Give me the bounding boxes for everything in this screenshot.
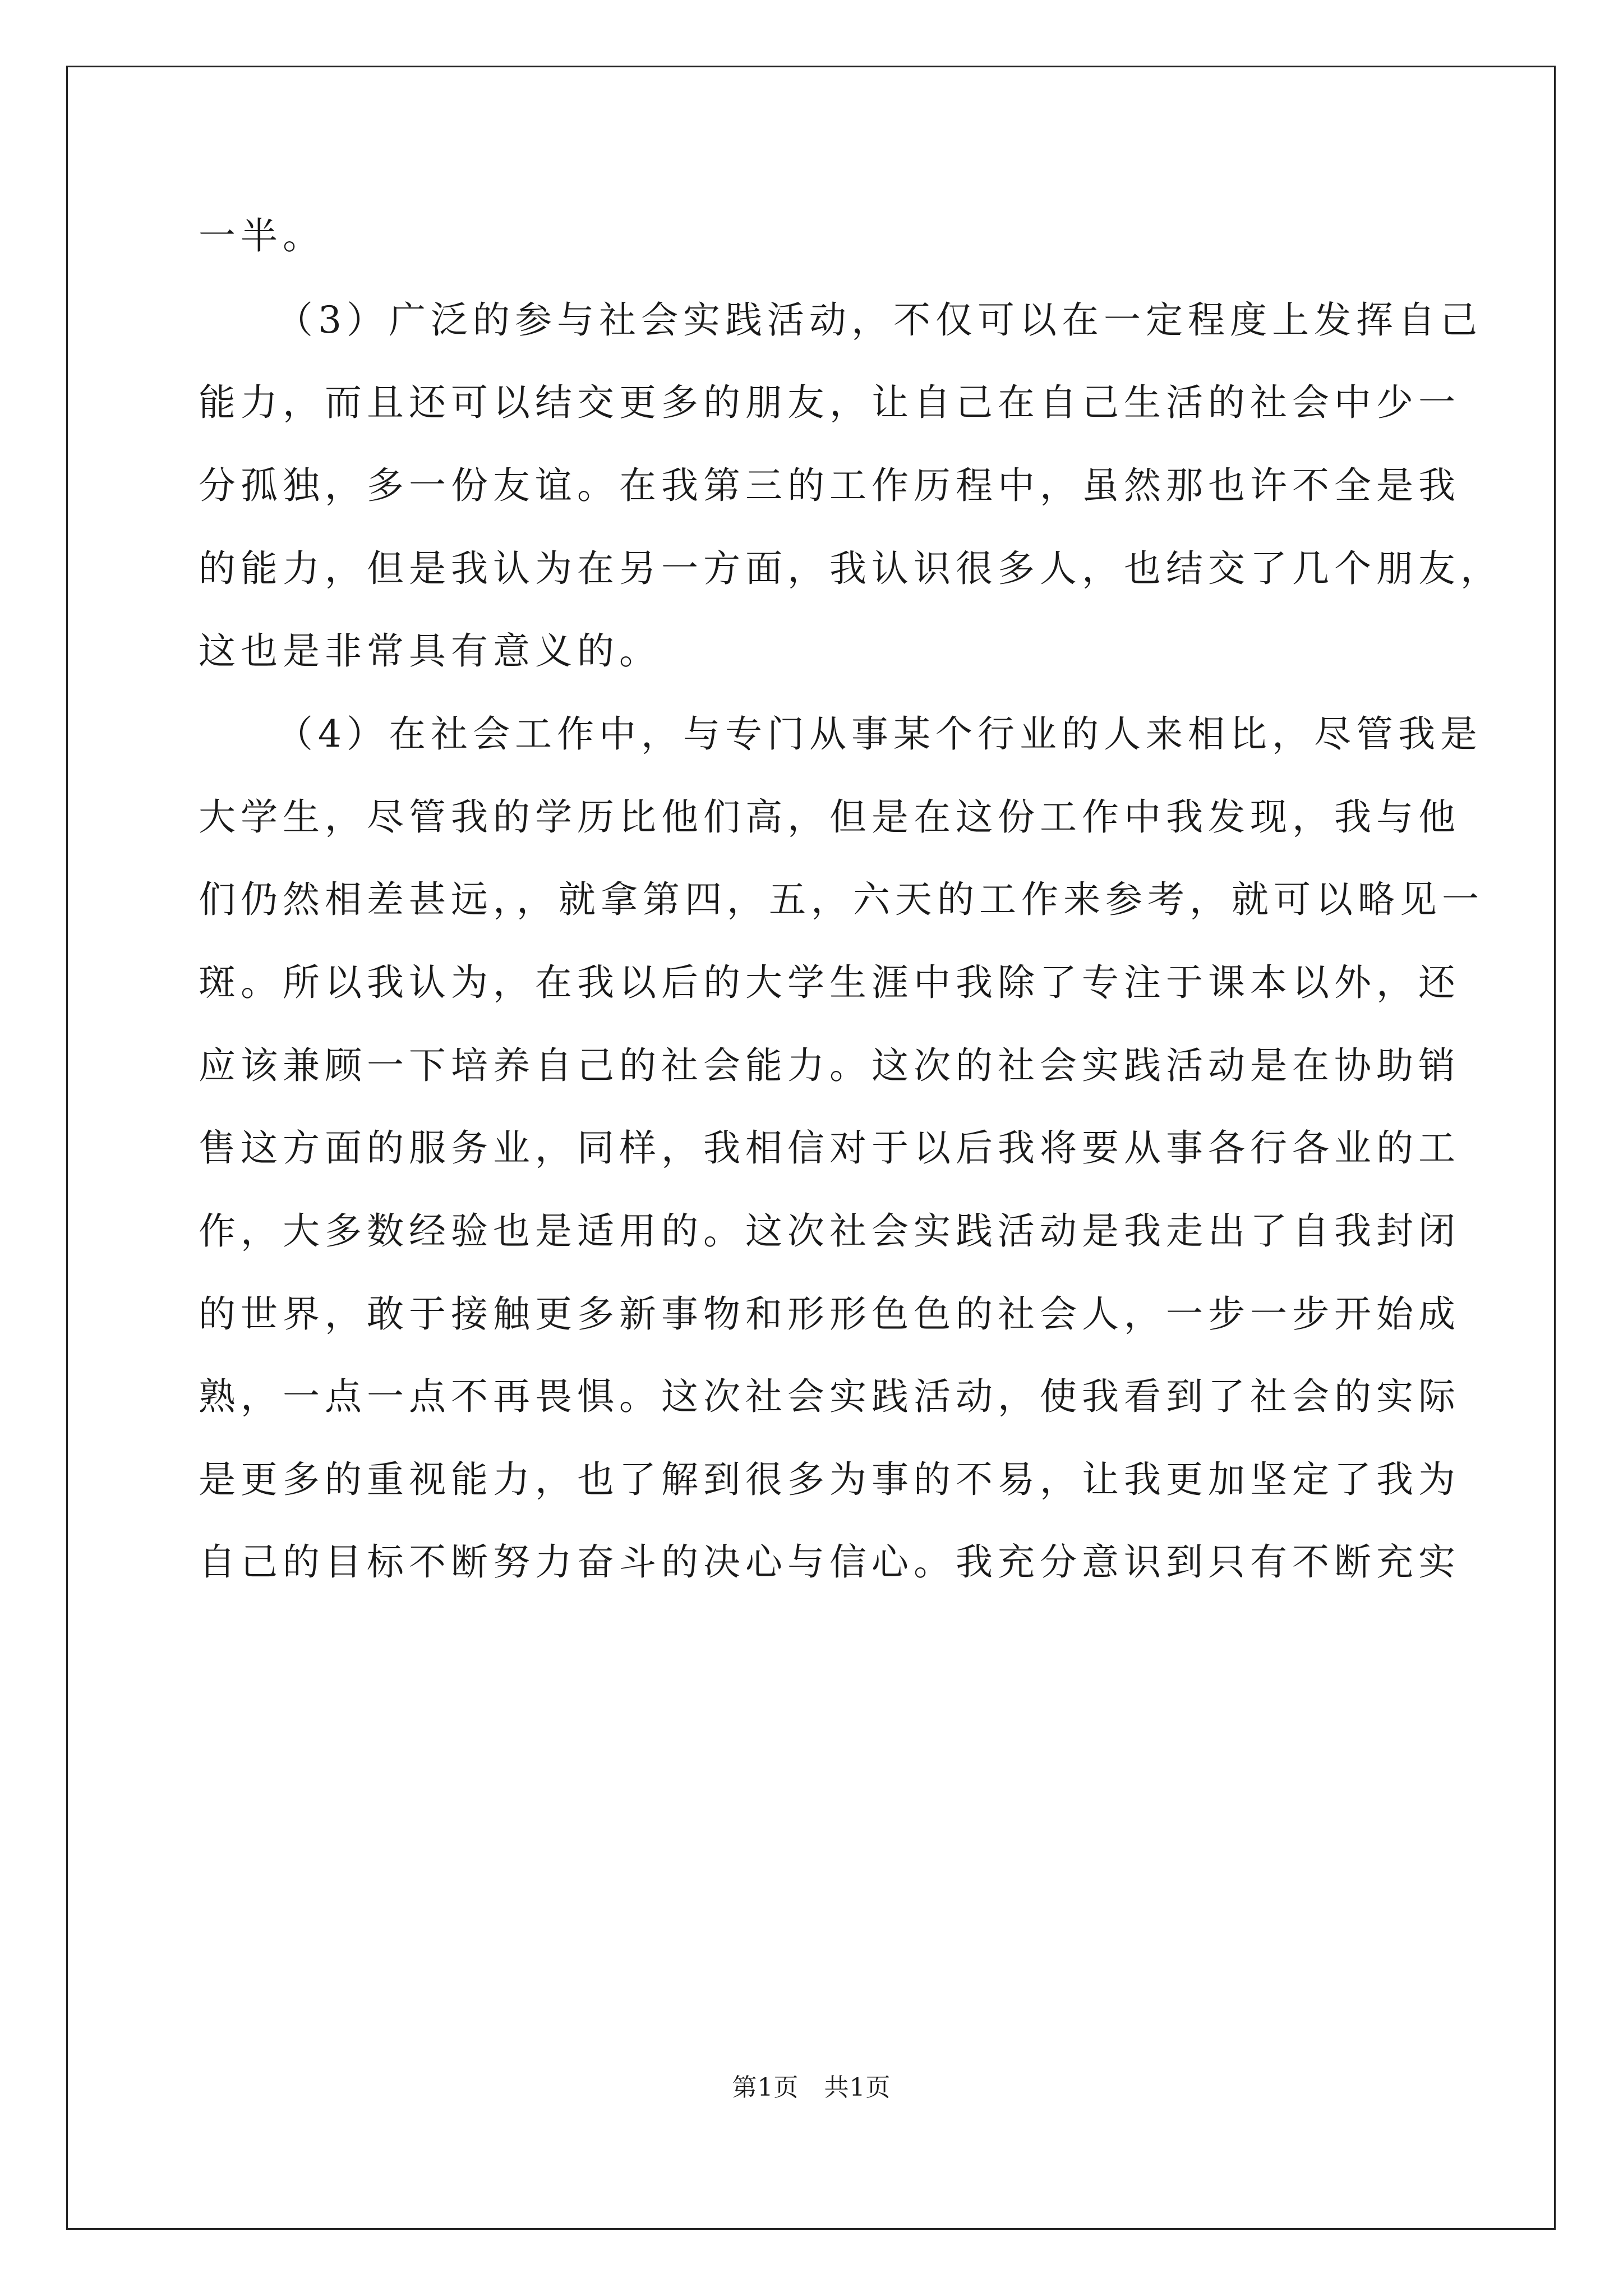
page-footer: 第1页 共1页	[732, 2073, 891, 2102]
paragraph-3-start: （3）广泛的参与社会实践活动，不仅可以在一定程度上发挥自己	[276, 298, 1482, 342]
text-line: 一半。	[199, 214, 325, 257]
paragraph-4-start: （4）在社会工作中，与专门从事某个行业的人来相比，尽管我是	[276, 712, 1482, 756]
text-line: 自己的目标不断努力奋斗的决心与信心。我充分意识到只有不断充实	[199, 1540, 1460, 1584]
text-line: 能力，而且还可以结交更多的朋友，让自己在自己生活的社会中少一	[199, 381, 1460, 424]
text-line: 斑。所以我认为，在我以后的大学生涯中我除了专注于课本以外，还	[199, 961, 1460, 1004]
text-line: 应该兼顾一下培养自己的社会能力。这次的社会实践活动是在协助销	[199, 1044, 1460, 1087]
text-line: 售这方面的服务业，同样，我相信对于以后我将要从事各行各业的工	[199, 1126, 1460, 1170]
text-line: 分孤独，多一份友谊。在我第三的工作历程中，虽然那也许不全是我	[199, 464, 1460, 507]
text-line: 这也是非常具有意义的。	[199, 629, 661, 673]
text-line: 们仍然相差甚远，，就拿第四，五，六天的工作来参考，就可以略见一	[199, 878, 1484, 921]
text-line: 是更多的重视能力，也了解到很多为事的不易，让我更加坚定了我为	[199, 1458, 1460, 1501]
text-line: 作，大多数经验也是适用的。这次社会实践活动是我走出了自我封闭	[199, 1209, 1460, 1253]
text-line: 大学生，尽管我的学历比他们高，但是在这份工作中我发现，我与他	[199, 795, 1460, 839]
text-line: 熟，一点一点不再畏惧。这次社会实践活动，使我看到了社会的实际	[199, 1375, 1460, 1418]
text-line: 的能力，但是我认为在另一方面，我认识很多人，也结交了几个朋友，	[199, 547, 1502, 590]
text-line: 的世界，敢于接触更多新事物和形形色色的社会人，一步一步开始成	[199, 1292, 1460, 1336]
